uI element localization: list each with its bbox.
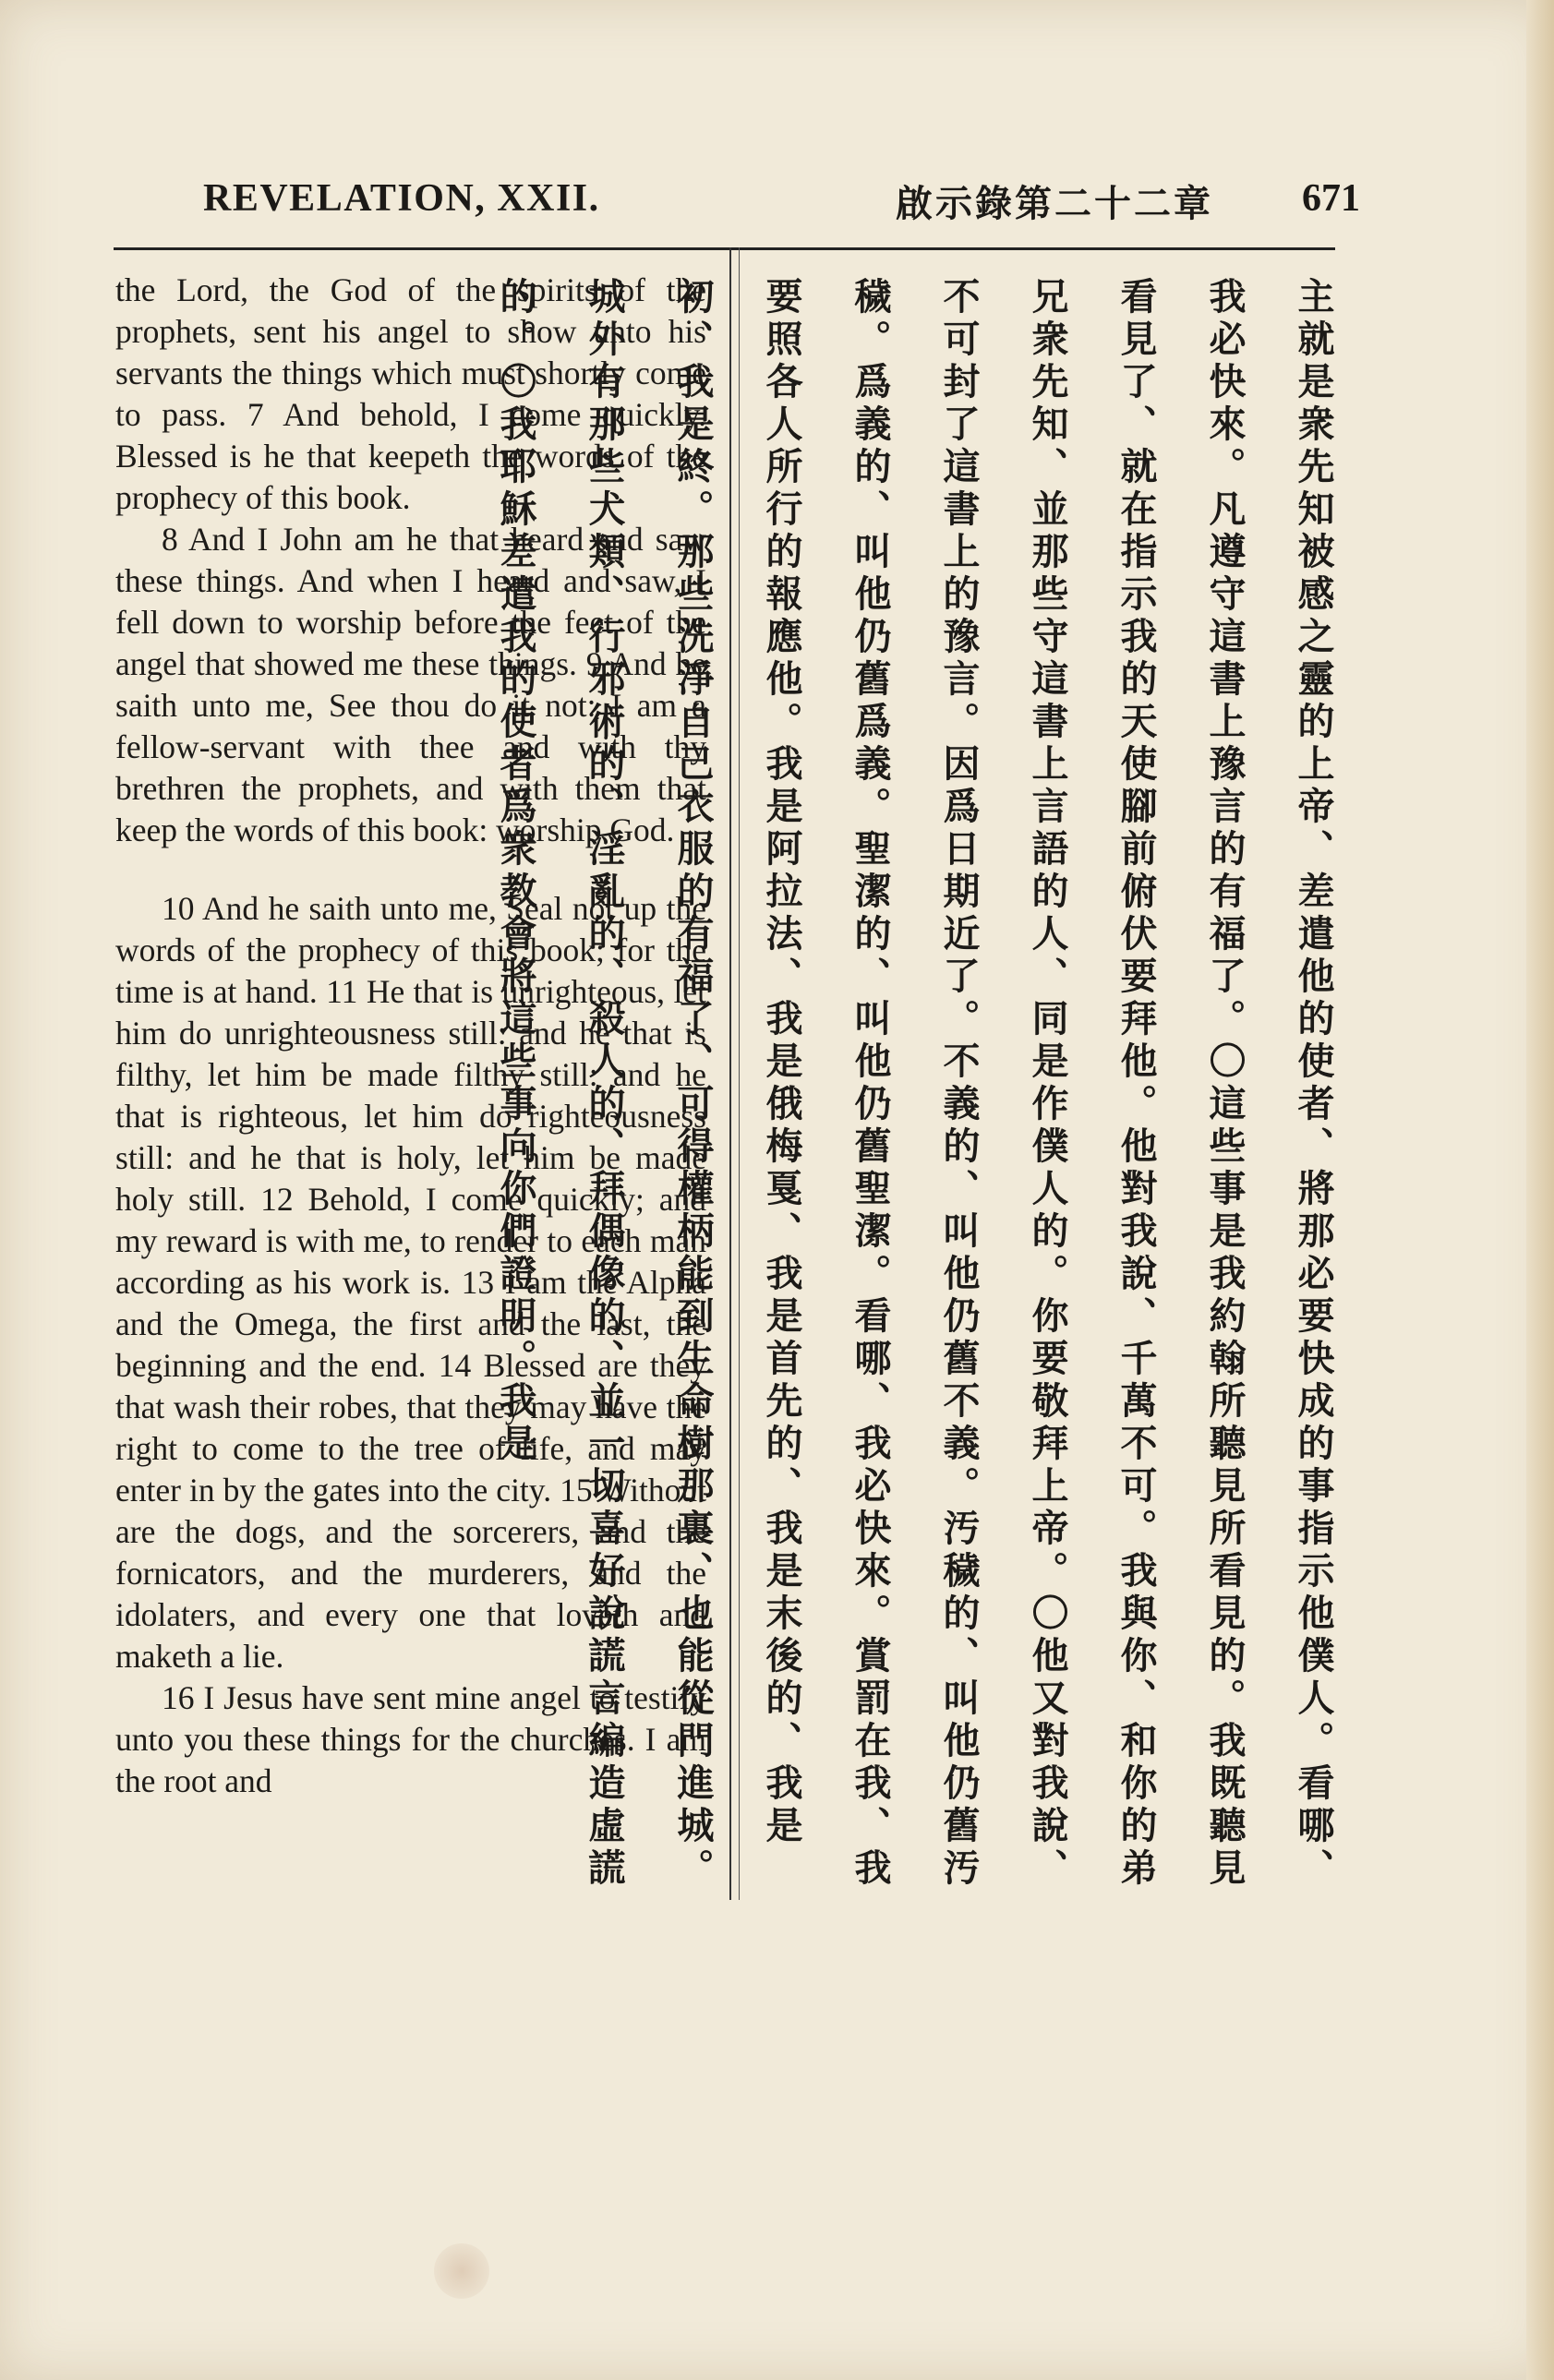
english-paragraph-2: 8 And I John am he that heard and saw these things. And when I heard and saw, I fell down to worship before the feet of the angel that showed me these things. 9 And he saith unto me, See thou do it not: I am a fellow-servant with thee and with thy brethren the prophets, and with them that keep the words of this book: worship God. (115, 521, 706, 848)
english-paragraph-3: 10 And he saith unto me, Seal not up the words of the prophecy of this book; for the time is at hand. 11 He that is unrighteous, let him do unrighteousness still: and he that is filthy, let him be made filthy still: and he that is righteous, let him do righteousness still: and he that is holy, let him be made holy still. 12 Behold, I come quickly; and my reward is with me, to render to each man according as his work is. 13 I am the Alpha and the Omega, the first and the last, the beginning and the end. 14 Blessed are they that wash their robes, that they may have the right to come to the tree of life, and may enter in by the gates into the city. 15 Without are the dogs, and the sorcerers, and the fornicators, and the murderers, and the idolaters, and every one that loveth and maketh a lie. (115, 890, 706, 1675)
chinese-column (494, 277, 1357, 1902)
english-paragraph-4: 16 I Jesus have sent mine angel to testify unto you these things for the churches. I am the root and (115, 1679, 706, 1799)
page-header (111, 171, 1360, 254)
paper-stain (434, 2243, 489, 2299)
english-paragraph-1: the Lord, the God of the spirits of the prophets, sent his angel to show unto his servants the things which must shortly come to pass. 7 And behold, I come quickly. Blessed is he that keepeth the words of the prophecy of this book. (115, 271, 706, 516)
running-head-english: REVELATION, XXII. (203, 177, 600, 220)
header-rule (114, 247, 1335, 250)
chinese-text: 主就是衆先知被感之靈的上帝、差遣他的使者、將那必要快成的事指示他僕人。看哪、我必快來。凡遵守這書上豫言的有福了。〇這些事是我約翰所聽見所看見的。我既聽見看見了、就在指示我的天使腳前俯伏要拜他。他對我說、千萬不可。我與你、和你的弟兄衆先知、並那些守這書上言語的人、同是作僕人的。你要敬拜上帝。〇他又對我說、不可封了這書上的豫言。因爲日期近了。不義的、叫他仍舊不義。汚穢的、叫他仍舊汚穢。爲義的、叫他仍舊爲義。聖潔的、叫他仍舊聖潔。看哪、我必快來。賞罰在我、我要照各人所行的報應他。我是阿拉法、我是俄梅戛、我是首先的、我是末後的、我是初、我是終。那些洗淨自己衣服的有福了、可得權柄能到生命樹那裏、也能從門進城。城外有那些犬類、行邪術的、淫亂的、殺人的、拜偶像的、並一切喜好說謊言編造虛謊的。〇我耶穌差遣我的使者爲衆教會將這些事向你們證明。我是 (494, 277, 1334, 1891)
running-head-chinese: 啟示錄第二十二章 (896, 183, 1213, 225)
page-edge (1526, 0, 1554, 2380)
page-number: 671 (1302, 177, 1360, 220)
